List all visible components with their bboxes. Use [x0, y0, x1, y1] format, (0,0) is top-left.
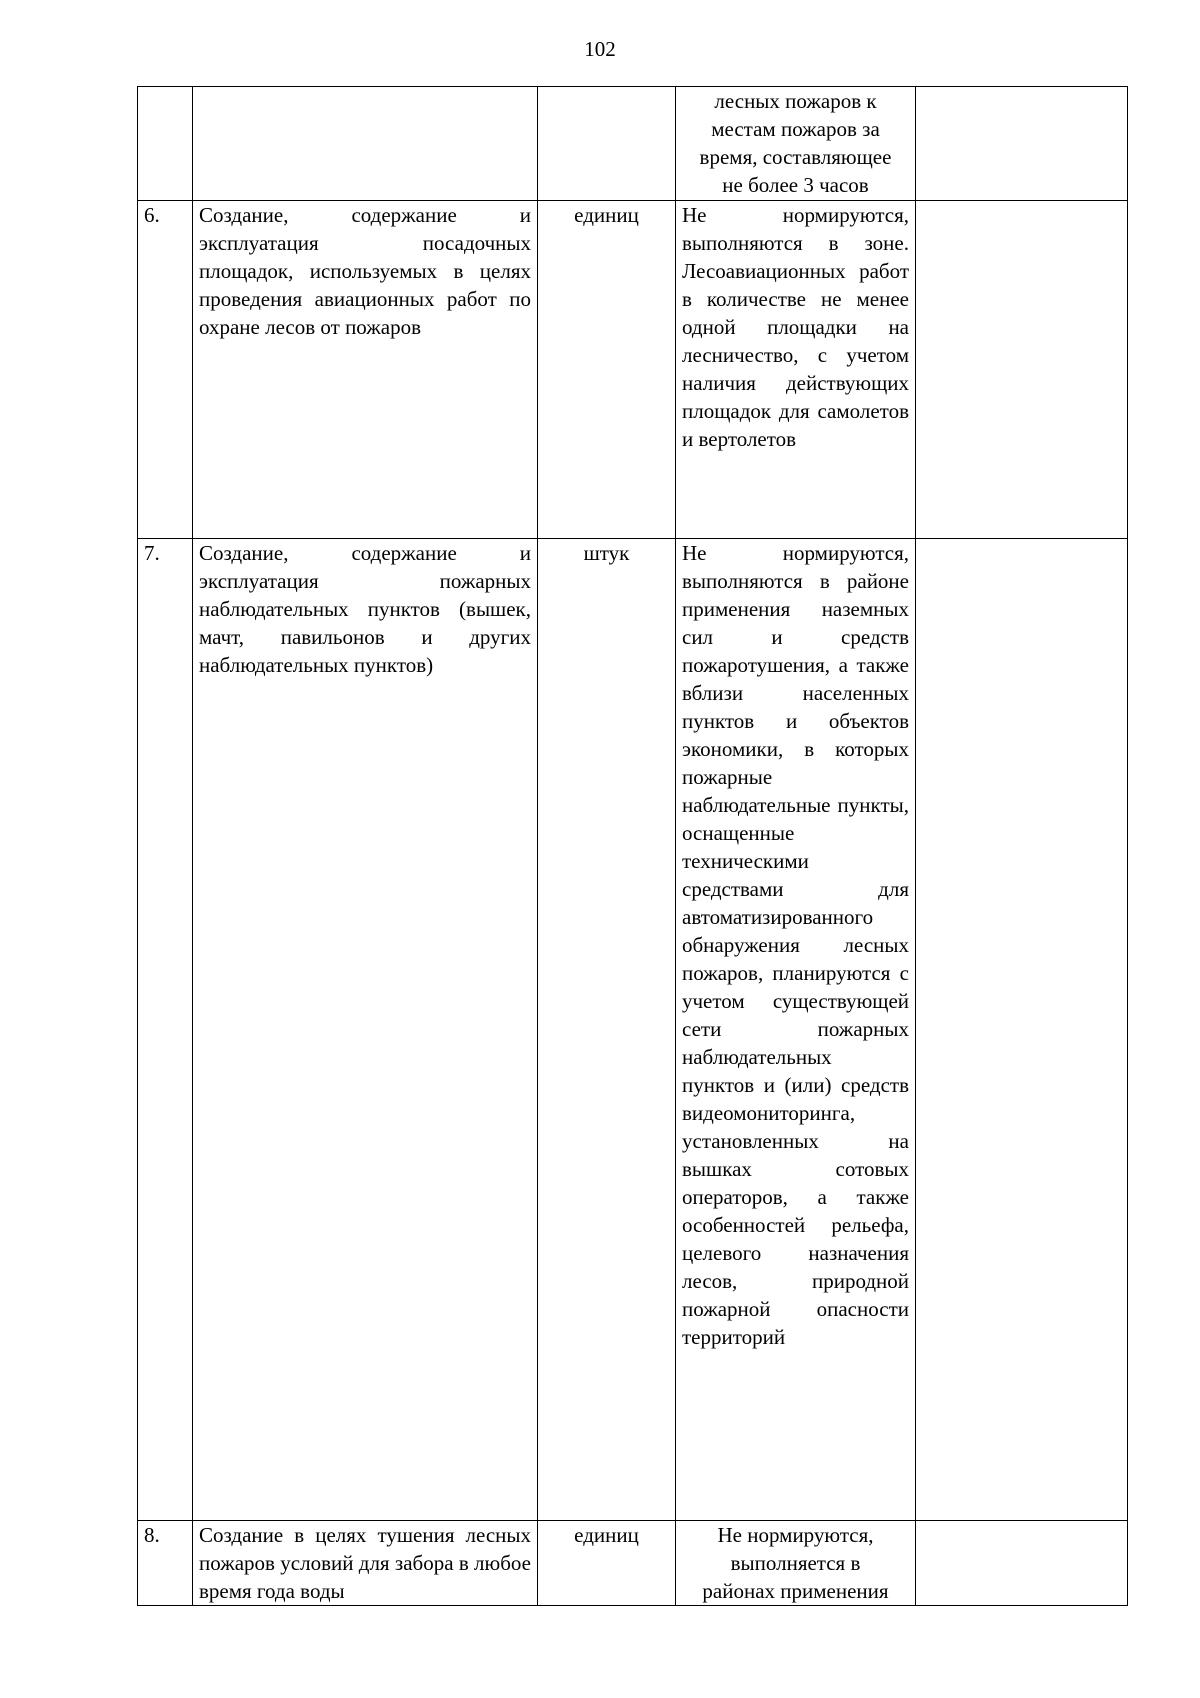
norm-line: выполняется в [730, 1551, 861, 1575]
activity-cell: Создание, содержание и эксплуатация пожарных наблюдательных пунктов (вышек, мачт, павильонов и других наблюдательных пунктов) [193, 539, 538, 1521]
activity-cell: Создание, содержание и эксплуатация посадочных площадок, используемых в целях проведения авиационных работ по охране лесов от пожаров [193, 201, 538, 539]
norm-cell: Не нормируются, выполняются в районе применения наземных сил и средств пожаротушения, а также вблизи населенных пунктов и объектов экономики, в которых пожарные наблюдательные пункты, оснащенные техническими средствами для автоматизированного обнаружения лесных пожаров, планируются с учетом существующей сети пожарных наблюдательных пунктов и (или) средств видеомониторинга, установленных на вышках сотовых операторов, а также особенностей рельефа, целевого назначения лесов, природной пожарной опасности территорий [676, 539, 916, 1521]
norm-line: время, составляющее [699, 145, 892, 169]
page-number: 102 [584, 37, 616, 61]
row-number-cell [138, 87, 193, 201]
unit-cell [538, 87, 676, 201]
norm-line: лесных пожаров к [714, 89, 877, 113]
table-row [138, 1521, 1128, 1606]
norm-line: Не нормируются, [717, 1523, 874, 1547]
empty-cell [916, 1521, 1128, 1606]
table-row [138, 87, 1128, 201]
norms-table [137, 86, 1128, 1606]
empty-cell [916, 201, 1128, 539]
table-row [138, 201, 1128, 539]
unit-cell: единиц [538, 1521, 676, 1606]
norm-line: районах применения [702, 1579, 889, 1603]
activity-cell [193, 87, 538, 201]
row-number-cell: 6. [138, 201, 193, 539]
norm-cell [676, 1521, 916, 1606]
empty-cell [916, 539, 1128, 1521]
norm-line: не более 3 часов [722, 173, 869, 197]
table-row [138, 539, 1128, 1521]
norm-line: местам пожаров за [711, 117, 880, 141]
norm-cell [676, 87, 916, 201]
activity-cell: Создание в целях тушения лесных пожаров условий для забора в любое время года воды [193, 1521, 538, 1606]
empty-cell [916, 87, 1128, 201]
unit-cell: штук [538, 539, 676, 1521]
row-number-cell: 7. [138, 539, 193, 1521]
row-number-cell: 8. [138, 1521, 193, 1606]
norm-cell: Не нормируются, выполняются в зоне. Лесоавиационных работ в количестве не менее одной площадки на лесничество, с учетом наличия действующих площадок для самолетов и вертолетов [676, 201, 916, 539]
unit-cell: единиц [538, 201, 676, 539]
